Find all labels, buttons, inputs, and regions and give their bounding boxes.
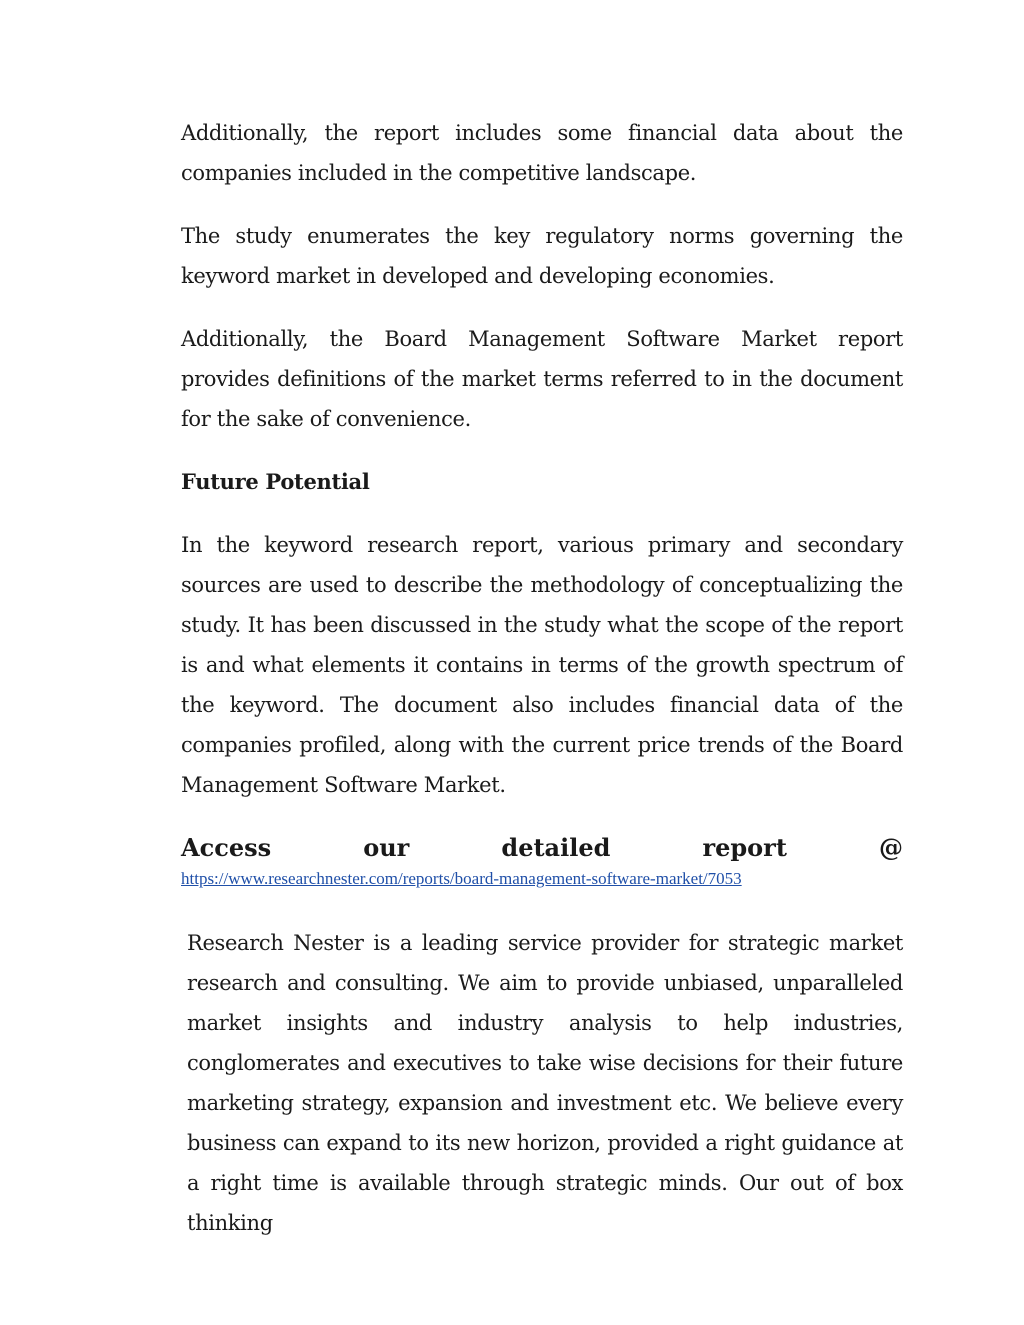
paragraph-about-research-nester: Research Nester is a leading service provider for strategic market research and consulting. We aim to provide unbiased, unparalleled market insights and industry analysis to help industries, conglomerates and executives to take wise decisions for their future marketing strategy, expansion and investment etc. We believe every business can expand to its new horizon, provided a right guidance at a right time is available through strategic minds. Our out of box thinking <box>187 931 903 1235</box>
report-link[interactable]: https://www.researchnester.com/reports/board-management-software-market/7053 <box>181 869 742 888</box>
access-word-1: Access <box>181 833 272 862</box>
access-word-4: report <box>702 833 787 862</box>
access-at-symbol: @ <box>878 833 903 862</box>
access-word-3: detailed <box>501 833 611 862</box>
paragraph-financial-data: Additionally, the report includes some financial data about the companies included in the competitive landscape. <box>181 121 903 185</box>
document-page <box>181 113 903 1266</box>
section-heading-future-potential: Future Potential <box>181 469 370 494</box>
access-report-line <box>181 828 903 868</box>
paragraph-methodology: In the keyword research report, various primary and secondary sources are used to describe the methodology of conceptualizing the study. It has been discussed in the study what the scope of the report is and what elements it contains in terms of the growth spectrum of the keyword. The document also includes financial data of the companies profiled, along with the current price trends of the Board Management Software Market. <box>181 533 903 797</box>
paragraph-definitions: Additionally, the Board Management Software Market report provides definitions of the market terms referred to in the document for the sake of convenience. <box>181 327 903 431</box>
paragraph-regulatory-norms: The study enumerates the key regulatory norms governing the keyword market in developed and developing economies. <box>181 224 903 288</box>
access-word-2: our <box>363 833 410 862</box>
